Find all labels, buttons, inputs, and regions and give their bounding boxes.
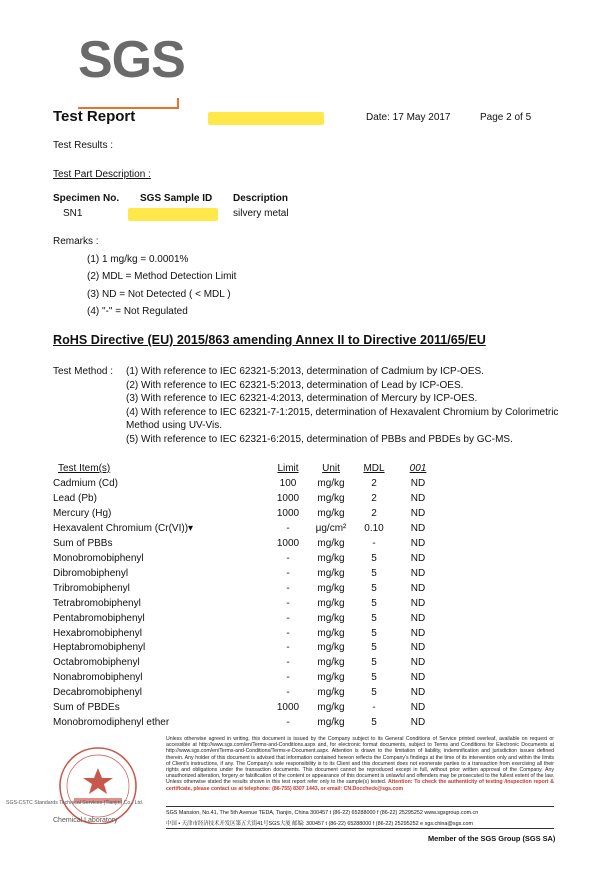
report-date: Date: 17 May 2017	[366, 112, 451, 123]
limit-cell: -	[286, 657, 290, 668]
result-cell: ND	[410, 568, 426, 579]
unit-cell: mg/kg	[317, 642, 345, 653]
test-item-cell: Monobromodiphenyl ether	[53, 717, 170, 728]
result-cell: ND	[410, 702, 426, 713]
unit-cell: mg/kg	[317, 628, 345, 639]
mdl-cell: 5	[371, 583, 377, 594]
unit-cell: mg/kg	[317, 672, 345, 683]
result-cell: ND	[410, 657, 426, 668]
result-cell: ND	[410, 598, 426, 609]
sgs-logo-text: SGS	[78, 31, 185, 89]
limit-cell: -	[286, 717, 290, 728]
unit-cell: mg/kg	[317, 702, 345, 713]
test-method-line: (2) With reference to IEC 62321-5:2013, determination of Lead by ICP-OES.	[126, 380, 464, 391]
limit-cell: -	[286, 553, 290, 564]
laboratory-stamp-icon	[34, 728, 160, 824]
limit-cell: 1000	[276, 508, 300, 519]
mdl-cell: 5	[371, 568, 377, 579]
unit-cell: mg/kg	[317, 493, 345, 504]
test-item-cell: Hexavalent Chromium (Cr(VI))▾	[53, 523, 194, 534]
test-item-cell: Octabromobiphenyl	[53, 657, 140, 668]
unit-cell: mg/kg	[317, 717, 345, 728]
mdl-cell: 5	[371, 628, 377, 639]
stamp-bottom-text: Chemical Laboratory	[53, 817, 118, 824]
test-part-description-label: Test Part Description :	[53, 169, 151, 180]
test-method-line: (3) With reference to IEC 62321-4:2013, determination of Mercury by ICP-OES.	[126, 393, 478, 404]
limit-cell: -	[286, 687, 290, 698]
col-header-limit: Limit	[277, 463, 299, 474]
limit-cell: -	[286, 672, 290, 683]
mdl-cell: 5	[371, 553, 377, 564]
test-item-cell: Hexabromobiphenyl	[53, 628, 142, 639]
result-cell: ND	[410, 672, 426, 683]
result-cell: ND	[410, 493, 426, 504]
footer-address-en: SGS Mansion, No.41, The 5th Avenue TEDA, Tianjin, China 300457 t (86-22) 65288000 f (86-22) 25295252 www.sgsgroup.com.cn	[166, 810, 479, 816]
result-cell: ND	[410, 553, 426, 564]
mdl-cell: 5	[371, 657, 377, 668]
unit-cell: mg/kg	[317, 568, 345, 579]
limit-cell: 100	[279, 478, 297, 489]
test-item-cell: Heptabromobiphenyl	[53, 642, 146, 653]
test-item-cell: Cadmium (Cd)	[53, 478, 119, 489]
col-header-mdl: MDL	[363, 463, 385, 474]
limit-cell: -	[286, 628, 290, 639]
col-header-test-item: Test Item(s)	[58, 463, 111, 474]
test-item-cell: Mercury (Hg)	[53, 508, 112, 519]
test-method-line: Method using UV-Vis.	[126, 420, 222, 431]
result-cell: ND	[410, 687, 426, 698]
col-header-unit: Unit	[322, 463, 340, 474]
result-cell: ND	[410, 508, 426, 519]
test-item-cell: Sum of PBBs	[53, 538, 113, 549]
result-cell: ND	[410, 538, 426, 549]
test-results-label: Test Results :	[53, 140, 114, 151]
remark-item: (4) "-" = Not Regulated	[87, 306, 188, 317]
test-item-cell: Monobromobiphenyl	[53, 553, 144, 564]
limit-cell: 1000	[276, 493, 300, 504]
unit-cell: mg/kg	[317, 538, 345, 549]
stamp-side-text: SGS-CSTC Standards Technical Services (Tianjin) Co., Ltd.	[6, 800, 144, 806]
unit-cell: mg/kg	[317, 598, 345, 609]
description-header: Description	[233, 193, 289, 204]
limit-cell: -	[286, 642, 290, 653]
test-method-line: (1) With reference to IEC 62321-5:2013, determination of Cadmium by ICP-OES.	[126, 366, 484, 377]
footer-attention-text: Attention: To check the authenticity of testing /inspection report & certificate, please contact us at telephone: (86-755) 8307 1443, or email: CN.Doccheck@sgs.com	[166, 779, 554, 792]
sample-id-highlight	[128, 208, 218, 221]
test-method-line: (5) With reference to IEC 62321-6:2015, determination of PBBs and PBDEs by GC-MS.	[126, 434, 513, 445]
unit-cell: μg/cm²	[315, 523, 347, 534]
test-item-cell: Tetrabromobiphenyl	[53, 598, 141, 609]
unit-cell: mg/kg	[317, 583, 345, 594]
mdl-cell: 5	[371, 642, 377, 653]
mdl-cell: 5	[371, 672, 377, 683]
specimen-no-header: Specimen No.	[53, 193, 120, 204]
limit-cell: 1000	[276, 702, 300, 713]
footer-divider	[166, 828, 554, 829]
logo-tick	[177, 98, 179, 109]
report-number-highlight	[208, 112, 324, 125]
mdl-cell: 0.10	[364, 523, 384, 534]
limit-cell: 1000	[276, 538, 300, 549]
section-title: RoHS Directive (EU) 2015/863 amending Annex II to Directive 2011/65/EU	[53, 333, 486, 347]
specimen-description: silvery metal	[233, 208, 289, 219]
footer-disclaimer-text: Unless otherwise agreed in writing, this document is issued by the Company subject to its General Conditions of Service printed overleaf, available on request or accessible at http://www.sgs.com/en/Terms-and-Conditions.aspx and, for electronic format documents, subject to Terms and Conditions for Electronic Documents at http://www.sgs.com/en/Terms-and-Conditions/Terms-e-Document.aspx. Attention is drawn to the limitation of liability, indemnification and jurisdiction issues defined therein. Any holder of this document is advised that information contained hereon reflects the Company's findings at the time of its intervention only and within the limits of Client's instructions, if any. The Company's sole responsibility is to its Client and this document does not exonerate parties to a transaction from exercising all their rights and obligations under the transaction documents. This document cannot be reproduced except in full, without prior written approval of the Company. Any unauthorized alteration, forgery or falsification of the content or appearance of this document is unlawful and offenders may be prosecuted to the fullest extent of the law. Unless otherwise stated the results shown in this test report refer only to the sample(s) tested.	[166, 736, 554, 786]
mdl-cell: 5	[371, 598, 377, 609]
sgs-logo	[78, 31, 196, 92]
test-item-cell: Sum of PBDEs	[53, 702, 120, 713]
result-cell: ND	[410, 478, 426, 489]
limit-cell: -	[286, 583, 290, 594]
footer-address-cn: 中国 • 天津市经济技术开发区第五大街41号SGS大厦 邮编: 300457 t (86-22) 65288000 f (86-22) 25295252 e sgs.china@sgs.com	[166, 821, 473, 827]
unit-cell: mg/kg	[317, 613, 345, 624]
mdl-cell: -	[372, 702, 376, 713]
remark-item: (2) MDL = Method Detection Limit	[87, 271, 237, 282]
mdl-cell: 2	[371, 478, 377, 489]
footer-member: Member of the SGS Group (SGS SA)	[428, 834, 556, 843]
report-title: Test Report	[53, 108, 136, 125]
limit-cell: -	[286, 568, 290, 579]
test-item-cell: Lead (Pb)	[53, 493, 97, 504]
specimen-no-value: SN1	[63, 208, 83, 219]
unit-cell: mg/kg	[317, 508, 345, 519]
remark-item: (3) ND = Not Detected ( < MDL )	[87, 289, 231, 300]
result-cell: ND	[410, 717, 426, 728]
unit-cell: mg/kg	[317, 478, 345, 489]
footer-disclaimer	[166, 736, 554, 792]
mdl-cell: 2	[371, 508, 377, 519]
test-method-label: Test Method :	[53, 366, 114, 377]
remark-item: (1) 1 mg/kg = 0.0001%	[87, 254, 189, 265]
unit-cell: mg/kg	[317, 687, 345, 698]
sgs-sample-id-header: SGS Sample ID	[140, 193, 213, 204]
test-method-line: (4) With reference to IEC 62321-7-1:2015, determination of Hexavalent Chromium by Colorimetric	[126, 407, 559, 418]
page-number: Page 2 of 5	[480, 112, 532, 123]
result-cell: ND	[410, 523, 426, 534]
limit-cell: -	[286, 613, 290, 624]
unit-cell: mg/kg	[317, 553, 345, 564]
mdl-cell: 5	[371, 717, 377, 728]
mdl-cell: 5	[371, 687, 377, 698]
test-item-cell: Dibromobiphenyl	[53, 568, 129, 579]
unit-cell: mg/kg	[317, 657, 345, 668]
test-item-cell: Pentabromobiphenyl	[53, 613, 145, 624]
test-item-cell: Nonabromobiphenyl	[53, 672, 143, 683]
remarks-label: Remarks :	[53, 236, 99, 247]
test-item-cell: Decabromobiphenyl	[53, 687, 142, 698]
footer-divider	[166, 806, 554, 807]
mdl-cell: 2	[371, 493, 377, 504]
col-header-sample-001: 001	[409, 463, 427, 474]
limit-cell: -	[286, 598, 290, 609]
mdl-cell: 5	[371, 613, 377, 624]
mdl-cell: -	[372, 538, 376, 549]
result-cell: ND	[410, 628, 426, 639]
limit-cell: -	[286, 523, 290, 534]
result-cell: ND	[410, 642, 426, 653]
result-cell: ND	[410, 613, 426, 624]
result-cell: ND	[410, 583, 426, 594]
test-item-cell: Tribromobiphenyl	[53, 583, 130, 594]
